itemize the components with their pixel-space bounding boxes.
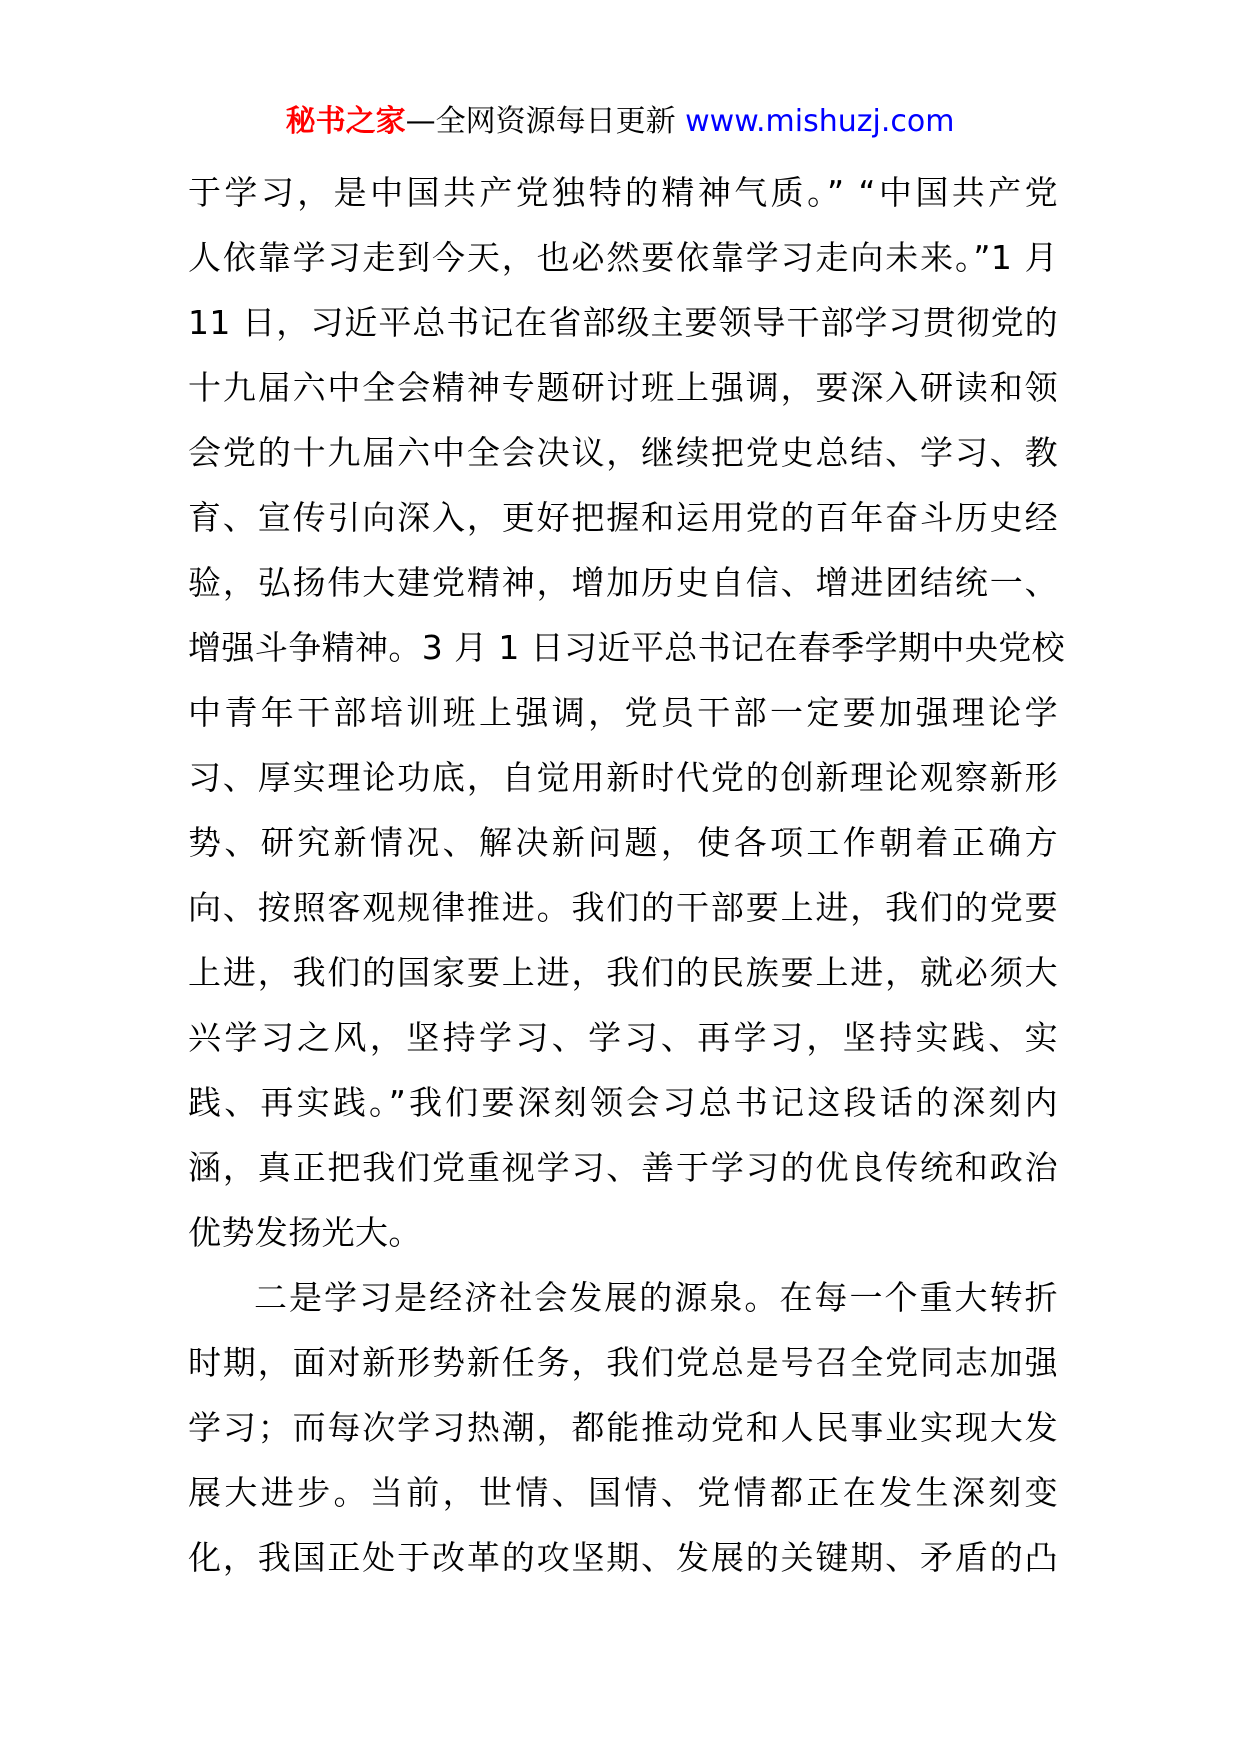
- header-tagline: —全网资源每日更新: [405, 104, 686, 139]
- site-url-link[interactable]: www.mishuzj.com: [685, 104, 955, 139]
- text-line: 向、按照客观规律推进。我们的干部要上进，我们的党要: [188, 888, 1058, 927]
- text-line: 时期，面对新形势新任务，我们党总是号召全党同志加强: [188, 1343, 1058, 1382]
- text-line: 中青年干部培训班上强调，党员干部一定要加强理论学: [188, 693, 1058, 732]
- text-line: 优势发扬光大。: [188, 1213, 422, 1252]
- text-line: 化，我国正处于改革的攻坚期、发展的关键期、矛盾的凸: [188, 1538, 1058, 1577]
- text-line: 习、厚实理论功底，自觉用新时代党的创新理论观察新形: [188, 758, 1058, 797]
- text-line: 于学习，是中国共产党独特的精神气质。” “中国共产党: [188, 173, 1058, 212]
- paragraph-2: [188, 1265, 1058, 1590]
- text-line: 涵，真正把我们党重视学习、善于学习的优良传统和政治: [188, 1148, 1058, 1187]
- document-body: [188, 160, 1066, 1590]
- text-line: 十九届六中全会精神专题研讨班上强调，要深入研读和领: [188, 368, 1058, 407]
- text-line: 11 日，习近平总书记在省部级主要领导干部学习贯彻党的: [188, 303, 1058, 342]
- text-line: 践、再实践。”我们要深刻领会习总书记这段话的深刻内: [188, 1083, 1058, 1122]
- text-line: 人依靠学习走到今天，也必然要依靠学习走向未来。”1 月: [188, 238, 1058, 277]
- text-line: 上进，我们的国家要上进，我们的民族要上进，就必须大: [188, 953, 1058, 992]
- text-line: 展大进步。当前，世情、国情、党情都正在发生深刻变: [188, 1473, 1058, 1512]
- text-line: 会党的十九届六中全会决议，继续把党史总结、学习、教: [188, 433, 1058, 472]
- text-line: 验，弘扬伟大建党精神，增加历史自信、增进团结统一、: [188, 563, 1058, 602]
- text-line: 学习；而每次学习热潮，都能推动党和人民事业实现大发: [188, 1408, 1058, 1447]
- text-line: 兴学习之风，坚持学习、学习、再学习，坚持实践、实: [188, 1018, 1058, 1057]
- text-line: 势、研究新情况、解决新问题，使各项工作朝着正确方: [188, 823, 1058, 862]
- page-header: [0, 100, 1240, 144]
- text-line: 育、宣传引向深入，更好把握和运用党的百年奋斗历史经: [188, 498, 1058, 537]
- brand-name: 秘书之家: [285, 104, 406, 139]
- text-line: 二是学习是经济社会发展的源泉。在每一个重大转折: [254, 1278, 1058, 1317]
- paragraph-1: [188, 160, 1066, 1265]
- text-line: 增强斗争精神。3 月 1 日习近平总书记在春季学期中央党校: [188, 628, 1066, 667]
